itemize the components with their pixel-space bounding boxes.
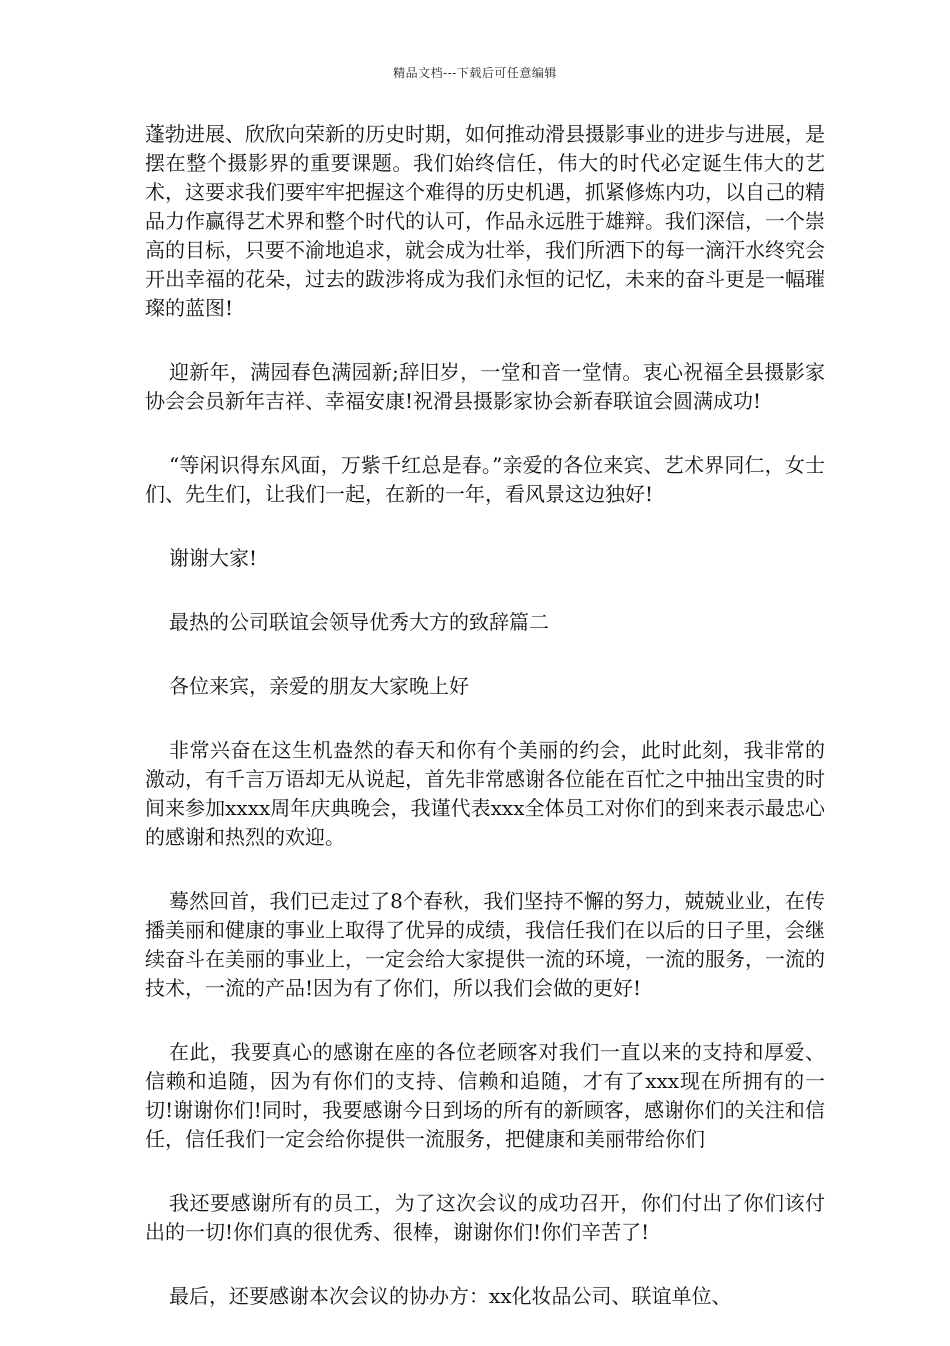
paragraph-8: 蓦然回首，我们已走过了8个春秋，我们坚持不懈的努力，兢兢业业，在传播美丽和健康的事业上取得了优异的成绩，我信任我们在以后的日子里，会继续奋斗在美丽的事业上，一定会给大家提供一流的环境，一流的服务，一流的技术，一流的产品!因为有了你们，所以我们会做的更好! bbox=[145, 889, 825, 1000]
paragraph-11: 最后，还要感谢本次会议的协办方：xx化妆品公司、联谊单位、 bbox=[169, 1284, 732, 1308]
document-body bbox=[145, 120, 825, 1346]
page-header: 精品文档---下载后可任意编辑 bbox=[393, 66, 557, 80]
paragraph-3: “等闲识得东风面，万紫千红总是春。”亲爱的各位来宾、艺术界同仁，女士们、先生们，让我们一起，在新的一年，看风景这边独好! bbox=[145, 453, 825, 506]
section-heading: 最热的公司联谊会领导优秀大方的致辞篇二 bbox=[169, 610, 549, 634]
paragraph-1: 蓬勃进展、欣欣向荣新的历史时期，如何推动滑县摄影事业的进步与进展，是摆在整个摄影界的重要课题。我们始终信任，伟大的时代必定诞生伟大的艺术，这要求我们要牢牢把握这个难得的历史机遇，抓紧修炼内功，以自己的精品力作赢得艺术界和整个时代的认可，作品永远胜于雄辩。我们深信，一个崇高的目标，只要不渝地追求，就会成为壮举，我们所洒下的每一滴汗水终究会开出幸福的花朵，过去的跋涉将成为我们永恒的记忆，未来的奋斗更是一幅璀璨的蓝图! bbox=[145, 122, 825, 320]
paragraph-10: 我还要感谢所有的员工，为了这次会议的成功召开，你们付出了你们该付出的一切!你们真的很优秀、很棒，谢谢你们!你们辛苦了! bbox=[145, 1191, 825, 1244]
paragraph-4: 谢谢大家! bbox=[169, 546, 258, 570]
paragraph-9: 在此，我要真心的感谢在座的各位老顾客对我们一直以来的支持和厚爱、信赖和追随，因为有你们的支持、信赖和追随，才有了xxx现在所拥有的一切!谢谢你们!同时，我要感谢今日到场的所有的新顾客，感谢你们的关注和信任，信任我们一定会给你提供一流服务，把健康和美丽带给你们 bbox=[145, 1040, 825, 1151]
paragraph-7: 非常兴奋在这生机盎然的春天和你有个美丽的约会，此时此刻，我非常的激动，有千言万语却无从说起，首先非常感谢各位能在百忙之中抽出宝贵的时间来参加xxxx周年庆典晚会，我谨代表xxx全体员工对你们的到来表示最忠心的感谢和热烈的欢迎。 bbox=[145, 738, 825, 849]
paragraph-2: 迎新年，满园春色满园新;辞旧岁，一堂和音一堂情。衷心祝福全县摄影家协会会员新年吉祥、幸福安康!祝滑县摄影家协会新春联谊会圆满成功! bbox=[145, 360, 825, 413]
paragraph-greeting: 各位来宾，亲爱的朋友大家晚上好 bbox=[169, 674, 469, 698]
